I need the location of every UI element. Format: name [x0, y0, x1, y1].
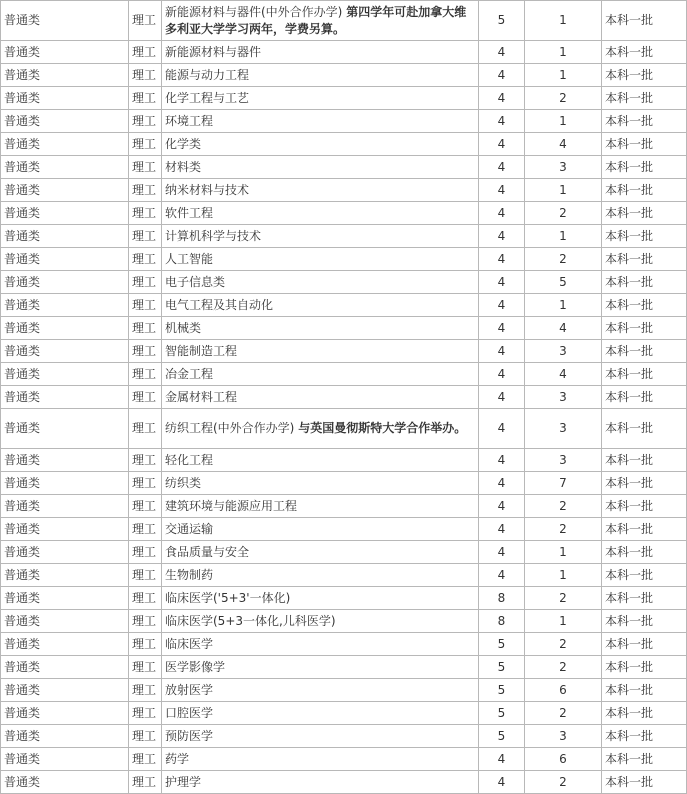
years-cell: 8 [479, 587, 525, 610]
batch-cell: 本科一批 [602, 679, 687, 702]
major-name: 纳米材料与技术 [165, 182, 250, 197]
years-cell: 5 [479, 725, 525, 748]
major-cell [162, 633, 479, 656]
batch-cell: 本科一批 [602, 472, 687, 495]
subject-category-cell: 理工 [129, 271, 162, 294]
major-cell [162, 202, 479, 225]
table-row [1, 587, 687, 610]
subject-category-cell: 理工 [129, 340, 162, 363]
major-cell [162, 409, 479, 449]
years-cell: 4 [479, 179, 525, 202]
category-type-cell: 普通类 [1, 64, 129, 87]
plan-count-cell: 4 [525, 363, 602, 386]
major-note: 第四学年可赴加拿大维多利亚大学学习两年，学费另算。 [165, 4, 467, 36]
subject-category-cell: 理工 [129, 41, 162, 64]
category-type-cell: 普通类 [1, 564, 129, 587]
subject-category-cell: 理工 [129, 610, 162, 633]
subject-category-cell: 理工 [129, 202, 162, 225]
years-cell: 4 [479, 133, 525, 156]
category-type-cell: 普通类 [1, 87, 129, 110]
plan-count-cell: 1 [525, 225, 602, 248]
table-row [1, 409, 687, 449]
table-row [1, 110, 687, 133]
major-name: 轻化工程 [165, 452, 214, 467]
category-type-cell: 普通类 [1, 748, 129, 771]
subject-category-cell: 理工 [129, 495, 162, 518]
major-cell [162, 656, 479, 679]
subject-category-cell: 理工 [129, 110, 162, 133]
subject-category-cell: 理工 [129, 294, 162, 317]
table-row [1, 294, 687, 317]
plan-count-cell: 7 [525, 472, 602, 495]
category-type-cell: 普通类 [1, 656, 129, 679]
category-type-cell: 普通类 [1, 41, 129, 64]
plan-count-cell: 6 [525, 679, 602, 702]
table-row [1, 156, 687, 179]
plan-count-cell: 1 [525, 110, 602, 133]
table-row [1, 41, 687, 64]
major-cell [162, 495, 479, 518]
subject-category-cell: 理工 [129, 771, 162, 794]
years-cell: 5 [479, 679, 525, 702]
major-name: 冶金工程 [165, 366, 214, 381]
category-type-cell: 普通类 [1, 725, 129, 748]
subject-category-cell: 理工 [129, 679, 162, 702]
years-cell: 4 [479, 449, 525, 472]
batch-cell: 本科一批 [602, 202, 687, 225]
years-cell: 4 [479, 541, 525, 564]
major-name: 纺织工程(中外合作办学) [165, 421, 295, 435]
category-type-cell: 普通类 [1, 409, 129, 449]
plan-count-cell: 2 [525, 633, 602, 656]
category-type-cell: 普通类 [1, 771, 129, 794]
years-cell: 4 [479, 248, 525, 271]
major-name: 化学工程与工艺 [165, 90, 250, 105]
category-type-cell: 普通类 [1, 386, 129, 409]
batch-cell: 本科一批 [602, 656, 687, 679]
major-cell [162, 472, 479, 495]
major-cell [162, 179, 479, 202]
major-name: 环境工程 [165, 113, 214, 128]
batch-cell: 本科一批 [602, 64, 687, 87]
major-cell [162, 771, 479, 794]
batch-cell: 本科一批 [602, 133, 687, 156]
table-row [1, 541, 687, 564]
major-cell [162, 702, 479, 725]
plan-count-cell: 2 [525, 771, 602, 794]
major-name: 机械类 [165, 320, 202, 335]
plan-count-cell: 1 [525, 64, 602, 87]
subject-category-cell: 理工 [129, 587, 162, 610]
major-name: 金属材料工程 [165, 389, 238, 404]
table-row [1, 64, 687, 87]
plan-count-cell: 2 [525, 518, 602, 541]
major-cell [162, 564, 479, 587]
major-name: 计算机科学与技术 [165, 228, 262, 243]
table-row [1, 363, 687, 386]
plan-count-cell: 3 [525, 156, 602, 179]
major-cell [162, 271, 479, 294]
major-name: 交通运输 [165, 521, 214, 536]
major-cell [162, 449, 479, 472]
major-cell [162, 610, 479, 633]
major-name: 新能源材料与器件 [165, 44, 262, 59]
major-cell [162, 340, 479, 363]
years-cell: 4 [479, 363, 525, 386]
plan-count-cell: 2 [525, 702, 602, 725]
major-cell [162, 587, 479, 610]
batch-cell: 本科一批 [602, 87, 687, 110]
batch-cell: 本科一批 [602, 564, 687, 587]
major-name: 药学 [165, 751, 190, 766]
batch-cell: 本科一批 [602, 587, 687, 610]
batch-cell: 本科一批 [602, 340, 687, 363]
subject-category-cell: 理工 [129, 248, 162, 271]
category-type-cell: 普通类 [1, 541, 129, 564]
plan-count-cell: 1 [525, 179, 602, 202]
subject-category-cell: 理工 [129, 317, 162, 340]
subject-category-cell: 理工 [129, 472, 162, 495]
batch-cell: 本科一批 [602, 449, 687, 472]
years-cell: 4 [479, 156, 525, 179]
subject-category-cell: 理工 [129, 725, 162, 748]
batch-cell: 本科一批 [602, 179, 687, 202]
major-cell [162, 386, 479, 409]
table-row [1, 564, 687, 587]
years-cell: 8 [479, 610, 525, 633]
years-cell: 4 [479, 317, 525, 340]
subject-category-cell: 理工 [129, 225, 162, 248]
subject-category-cell: 理工 [129, 179, 162, 202]
major-name: 医学影像学 [165, 659, 226, 674]
major-name: 口腔医学 [165, 705, 214, 720]
table-row [1, 518, 687, 541]
years-cell: 4 [479, 294, 525, 317]
table-row [1, 340, 687, 363]
major-name: 软件工程 [165, 205, 214, 220]
table-row [1, 725, 687, 748]
table-row [1, 248, 687, 271]
years-cell: 5 [479, 702, 525, 725]
category-type-cell: 普通类 [1, 1, 129, 41]
years-cell: 4 [479, 41, 525, 64]
batch-cell: 本科一批 [602, 771, 687, 794]
category-type-cell: 普通类 [1, 202, 129, 225]
subject-category-cell: 理工 [129, 541, 162, 564]
category-type-cell: 普通类 [1, 294, 129, 317]
table-row [1, 656, 687, 679]
major-cell [162, 156, 479, 179]
category-type-cell: 普通类 [1, 133, 129, 156]
batch-cell: 本科一批 [602, 702, 687, 725]
subject-category-cell: 理工 [129, 156, 162, 179]
years-cell: 4 [479, 564, 525, 587]
table-row [1, 133, 687, 156]
major-cell [162, 541, 479, 564]
category-type-cell: 普通类 [1, 495, 129, 518]
plan-count-cell: 1 [525, 294, 602, 317]
major-cell [162, 317, 479, 340]
table-row [1, 679, 687, 702]
plan-count-cell: 1 [525, 610, 602, 633]
category-type-cell: 普通类 [1, 156, 129, 179]
plan-count-cell: 1 [525, 1, 602, 41]
years-cell: 4 [479, 495, 525, 518]
table-row [1, 271, 687, 294]
major-name: 能源与动力工程 [165, 67, 250, 82]
years-cell: 5 [479, 633, 525, 656]
plan-count-cell: 1 [525, 41, 602, 64]
years-cell: 4 [479, 409, 525, 449]
subject-category-cell: 理工 [129, 633, 162, 656]
plan-count-cell: 2 [525, 656, 602, 679]
major-cell [162, 225, 479, 248]
category-type-cell: 普通类 [1, 110, 129, 133]
major-note: 与英国曼彻斯特大学合作举办。 [298, 421, 467, 435]
category-type-cell: 普通类 [1, 225, 129, 248]
plan-count-cell: 2 [525, 495, 602, 518]
subject-category-cell: 理工 [129, 564, 162, 587]
major-cell [162, 41, 479, 64]
years-cell: 4 [479, 386, 525, 409]
major-name: 生物制药 [165, 567, 214, 582]
major-name: 临床医学('5+3'一体化) [165, 590, 291, 605]
major-name: 预防医学 [165, 728, 214, 743]
major-cell [162, 363, 479, 386]
batch-cell: 本科一批 [602, 110, 687, 133]
category-type-cell: 普通类 [1, 179, 129, 202]
subject-category-cell: 理工 [129, 133, 162, 156]
years-cell: 4 [479, 202, 525, 225]
subject-category-cell: 理工 [129, 656, 162, 679]
batch-cell: 本科一批 [602, 156, 687, 179]
plan-count-cell: 3 [525, 449, 602, 472]
major-name: 放射医学 [165, 682, 214, 697]
batch-cell: 本科一批 [602, 495, 687, 518]
subject-category-cell: 理工 [129, 87, 162, 110]
category-type-cell: 普通类 [1, 248, 129, 271]
major-cell [162, 1, 479, 41]
batch-cell: 本科一批 [602, 748, 687, 771]
plan-count-cell: 3 [525, 409, 602, 449]
batch-cell: 本科一批 [602, 541, 687, 564]
major-cell [162, 133, 479, 156]
batch-cell: 本科一批 [602, 363, 687, 386]
table-row [1, 225, 687, 248]
category-type-cell: 普通类 [1, 679, 129, 702]
major-name: 临床医学(5+3一体化,儿科医学) [165, 613, 336, 628]
table-row [1, 1, 687, 41]
batch-cell: 本科一批 [602, 248, 687, 271]
subject-category-cell: 理工 [129, 1, 162, 41]
batch-cell: 本科一批 [602, 1, 687, 41]
category-type-cell: 普通类 [1, 449, 129, 472]
subject-category-cell: 理工 [129, 518, 162, 541]
major-cell [162, 679, 479, 702]
table-row [1, 386, 687, 409]
batch-cell: 本科一批 [602, 317, 687, 340]
table-row [1, 610, 687, 633]
plan-count-cell: 1 [525, 541, 602, 564]
years-cell: 4 [479, 110, 525, 133]
plan-count-cell: 3 [525, 725, 602, 748]
years-cell: 4 [479, 340, 525, 363]
major-cell [162, 294, 479, 317]
batch-cell: 本科一批 [602, 633, 687, 656]
table-row [1, 449, 687, 472]
plan-count-cell: 1 [525, 564, 602, 587]
plan-count-cell: 5 [525, 271, 602, 294]
category-type-cell: 普通类 [1, 472, 129, 495]
years-cell: 4 [479, 64, 525, 87]
major-cell [162, 518, 479, 541]
years-cell: 5 [479, 656, 525, 679]
plan-count-cell: 4 [525, 317, 602, 340]
table-row [1, 771, 687, 794]
major-name: 纺织类 [165, 475, 202, 490]
category-type-cell: 普通类 [1, 340, 129, 363]
table-row [1, 202, 687, 225]
plan-count-cell: 2 [525, 87, 602, 110]
batch-cell: 本科一批 [602, 610, 687, 633]
subject-category-cell: 理工 [129, 449, 162, 472]
major-name: 电子信息类 [165, 274, 226, 289]
subject-category-cell: 理工 [129, 386, 162, 409]
subject-category-cell: 理工 [129, 409, 162, 449]
table-row [1, 633, 687, 656]
major-cell [162, 725, 479, 748]
table-row [1, 495, 687, 518]
subject-category-cell: 理工 [129, 64, 162, 87]
subject-category-cell: 理工 [129, 748, 162, 771]
table-row [1, 702, 687, 725]
major-cell [162, 248, 479, 271]
plan-count-cell: 2 [525, 202, 602, 225]
table-body [1, 1, 687, 794]
major-cell [162, 748, 479, 771]
plan-count-cell: 2 [525, 587, 602, 610]
major-name: 新能源材料与器件(中外合作办学) [165, 4, 343, 19]
table-row [1, 748, 687, 771]
plan-count-cell: 2 [525, 248, 602, 271]
batch-cell: 本科一批 [602, 409, 687, 449]
table-row [1, 472, 687, 495]
major-name: 电气工程及其自动化 [165, 297, 274, 312]
years-cell: 4 [479, 771, 525, 794]
years-cell: 4 [479, 472, 525, 495]
years-cell: 4 [479, 87, 525, 110]
major-cell [162, 110, 479, 133]
plan-count-cell: 6 [525, 748, 602, 771]
category-type-cell: 普通类 [1, 271, 129, 294]
major-name: 食品质量与安全 [165, 544, 250, 559]
table-row [1, 179, 687, 202]
years-cell: 4 [479, 225, 525, 248]
batch-cell: 本科一批 [602, 386, 687, 409]
batch-cell: 本科一批 [602, 294, 687, 317]
major-name: 材料类 [165, 159, 202, 174]
major-name: 临床医学 [165, 636, 214, 651]
major-cell [162, 87, 479, 110]
table-row [1, 317, 687, 340]
table-row [1, 87, 687, 110]
plan-count-cell: 3 [525, 386, 602, 409]
batch-cell: 本科一批 [602, 725, 687, 748]
batch-cell: 本科一批 [602, 41, 687, 64]
years-cell: 4 [479, 518, 525, 541]
major-name: 智能制造工程 [165, 343, 238, 358]
major-cell [162, 64, 479, 87]
major-name: 人工智能 [165, 251, 214, 266]
category-type-cell: 普通类 [1, 610, 129, 633]
category-type-cell: 普通类 [1, 633, 129, 656]
batch-cell: 本科一批 [602, 271, 687, 294]
years-cell: 4 [479, 748, 525, 771]
category-type-cell: 普通类 [1, 363, 129, 386]
years-cell: 5 [479, 1, 525, 41]
major-name: 化学类 [165, 136, 202, 151]
plan-count-cell: 3 [525, 340, 602, 363]
category-type-cell: 普通类 [1, 702, 129, 725]
plan-count-cell: 4 [525, 133, 602, 156]
years-cell: 4 [479, 271, 525, 294]
major-name: 护理学 [165, 774, 202, 789]
category-type-cell: 普通类 [1, 518, 129, 541]
major-name: 建筑环境与能源应用工程 [165, 498, 298, 513]
subject-category-cell: 理工 [129, 702, 162, 725]
batch-cell: 本科一批 [602, 518, 687, 541]
subject-category-cell: 理工 [129, 363, 162, 386]
batch-cell: 本科一批 [602, 225, 687, 248]
category-type-cell: 普通类 [1, 317, 129, 340]
category-type-cell: 普通类 [1, 587, 129, 610]
